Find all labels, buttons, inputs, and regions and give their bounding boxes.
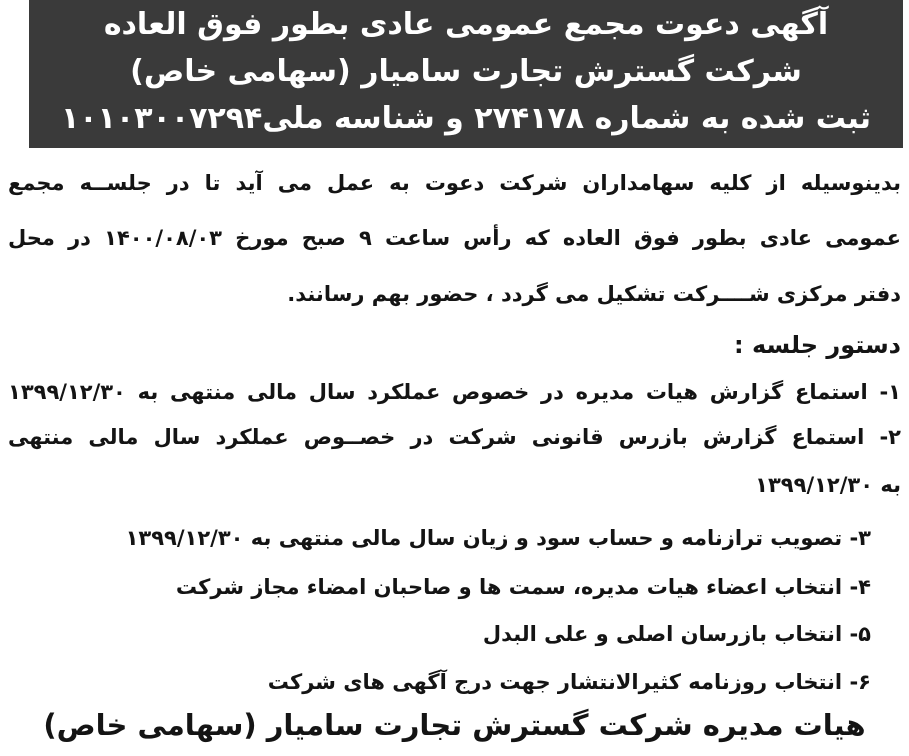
agenda-item-5: ۵- انتخاب بازرسان اصلی و علی البدل	[482, 622, 871, 646]
agenda-title: دستور جلسه :	[734, 331, 901, 359]
header-title: آگهی دعوت مجمع عمومی عادی بطور فوق العاده	[103, 7, 829, 42]
agenda-item-2-continued: به ۱۳۹۹/۱۲/۳۰	[755, 473, 901, 497]
board-signature: هیات مدیره شرکت گسترش تجارت سامیار (سهامی خاص)	[43, 708, 866, 742]
company-name: شرکت گسترش تجارت سامیار (سهامی خاص)	[130, 54, 802, 89]
agenda-item-3: ۳- تصویب ترازنامه و حساب سود و زیان سال مالی منتهی به ۱۳۹۹/۱۲/۳۰	[125, 526, 871, 550]
agenda-item-1: ۱- استماع گزارش هیات مدیره در خصوص عملکرد سال مالی منتهی به ۱۳۹۹/۱۲/۳۰	[8, 380, 901, 404]
header-banner	[29, 0, 903, 148]
agenda-item-2: ۲- استماع گزارش بازرس قانونی شرکت در خصــوص عملکرد سال مالی منتهی	[8, 425, 901, 449]
invitation-text-line-1: بدینوسیله از کلیه سهامداران شرکت دعوت به عمل می آید تا در جلســه مجمع	[8, 171, 901, 195]
agenda-item-4: ۴- انتخاب اعضاء هیات مدیره، سمت ها و صاحبان امضاء مجاز شرکت	[175, 575, 871, 599]
invitation-text-line-3: دفتر مرکزی شــــرکت تشکیل می گردد ، حضور بهم رسانند.	[287, 282, 901, 306]
agenda-item-6: ۶- انتخاب روزنامه کثیرالانتشار جهت درج آگهی های شرکت	[267, 670, 871, 694]
registration-info: ثبت شده به شماره ۲۷۴۱۷۸ و شناسه ملی۱۰۱۰۳۰۰۷۲۹۴	[60, 101, 872, 136]
invitation-text-line-2: عمومی عادی بطور فوق العاده که رأس ساعت ۹ صبح مورخ ۱۴۰۰/۰۸/۰۳ در محل	[8, 226, 901, 250]
